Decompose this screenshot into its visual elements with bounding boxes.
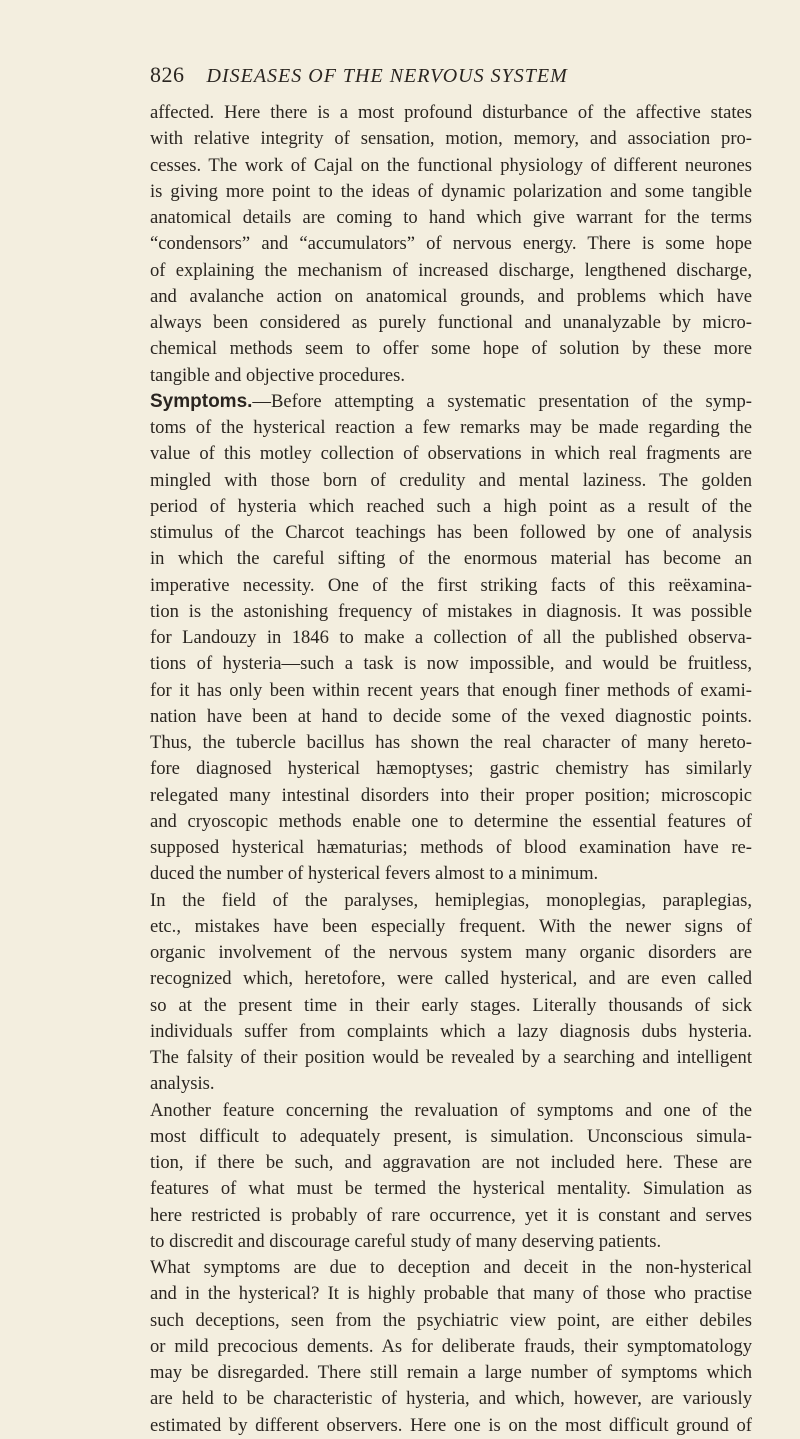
text-line: stimulus of the Charcot teachings has been followed by one of analysis bbox=[150, 522, 752, 543]
text-line: chemical methods seem to offer some hope of solution by these more bbox=[150, 338, 752, 360]
text-line: affected. Here there is a most profound disturbance of the affective states bbox=[150, 102, 752, 123]
text-line: or mild precocious dements. As for deliberate frauds, their symptomatology bbox=[150, 1335, 752, 1357]
section-heading: Symptoms. bbox=[150, 390, 253, 412]
text-line: and avalanche action on anatomical grounds, and problems which have bbox=[150, 285, 752, 307]
text-line: in which the careful sifting of the enormous material has become an bbox=[150, 548, 752, 570]
text-line: here restricted is probably of rare occurrence, yet it is constant and serves bbox=[150, 1204, 752, 1226]
text-line: such deceptions, seen from the psychiatric view point, are either debiles bbox=[150, 1309, 752, 1331]
text-line: and cryoscopic methods enable one to determine the essential features of bbox=[150, 810, 752, 832]
page-number: 826 bbox=[150, 62, 185, 87]
text-line: Another feature concerning the revaluation of symptoms and one of the bbox=[150, 1099, 752, 1121]
text-line: relegated many intestinal disorders into their proper position; microscopic bbox=[150, 784, 752, 806]
text-line: of explaining the mechanism of increased discharge, lengthened discharge, bbox=[150, 259, 752, 281]
text-line: tions of hysteria—such a task is now impossible, and would be fruitless, bbox=[150, 653, 752, 675]
text-line: Thus, the tubercle bacillus has shown the real character of many hereto- bbox=[150, 732, 752, 753]
text-line: tangible and objective procedures. bbox=[150, 364, 406, 386]
running-title: DISEASES OF THE NERVOUS SYSTEM bbox=[206, 65, 568, 87]
text-line: mingled with those born of credulity and mental laziness. The golden bbox=[150, 469, 752, 491]
text-line: and in the hysterical? It is highly probable that many of those who practise bbox=[150, 1283, 752, 1305]
page-header bbox=[150, 62, 740, 88]
text-line: period of hysteria which reached such a high point as a result of the bbox=[150, 495, 752, 517]
text-line: tion, if there be such, and aggravation are not included here. These are bbox=[150, 1152, 752, 1173]
text-line: fore diagnosed hysterical hæmoptyses; gastric chemistry has similarly bbox=[150, 758, 752, 780]
text-line: “condensors” and “accumulators” of nervous energy. There is some hope bbox=[150, 233, 752, 255]
text-line: imperative necessity. One of the first striking facts of this reëxamina- bbox=[150, 574, 752, 596]
text-line: individuals suffer from complaints which a lazy diagnosis dubs hysteria. bbox=[150, 1020, 752, 1042]
text-line: for Landouzy in 1846 to make a collection of all the published observa- bbox=[150, 627, 752, 648]
text-line: value of this motley collection of observations in which real fragments are bbox=[150, 443, 752, 465]
text-line: with relative integrity of sensation, motion, memory, and association pro- bbox=[150, 128, 752, 150]
text-line: nation have been at hand to decide some of the vexed diagnostic points. bbox=[150, 705, 752, 727]
text-line: tion is the astonishing frequency of mistakes in diagnosis. It was possible bbox=[150, 600, 752, 622]
text-line: toms of the hysterical reaction a few remarks may be made regarding the bbox=[150, 417, 752, 438]
text-line: The falsity of their position would be revealed by a searching and intelligent bbox=[150, 1047, 752, 1068]
text-line: features of what must be termed the hysterical mentality. Simulation as bbox=[150, 1178, 752, 1200]
text-line: supposed hysterical hæmaturias; methods of blood examination have re- bbox=[150, 837, 752, 858]
text-line: for it has only been within recent years that enough finer methods of exami- bbox=[150, 679, 752, 701]
text-line: so at the present time in their early stages. Literally thousands of sick bbox=[150, 994, 752, 1016]
text-line: estimated by different observers. Here one is on the most difficult ground of bbox=[150, 1414, 752, 1436]
text-line: may be disregarded. There still remain a large number of symptoms which bbox=[150, 1362, 752, 1383]
body-text bbox=[150, 100, 752, 1439]
text-line: is giving more point to the ideas of dynamic polarization and some tangible bbox=[150, 180, 752, 202]
text-line: always been considered as purely functional and unanalyzable by micro- bbox=[150, 312, 752, 333]
text-line: duced the number of hysterical fevers almost to a minimum. bbox=[150, 863, 599, 885]
text-line: In the field of the paralyses, hemiplegias, monoplegias, paraplegias, bbox=[150, 889, 752, 911]
text-line: anatomical details are coming to hand which give warrant for the terms bbox=[150, 207, 752, 228]
text-line: organic involvement of the nervous system many organic disorders are bbox=[150, 942, 752, 963]
text-line: What symptoms are due to deception and deceit in the non-hysterical bbox=[150, 1257, 752, 1278]
text-line: cesses. The work of Cajal on the functional physiology of different neurones bbox=[150, 154, 752, 176]
text-line: analysis. bbox=[150, 1073, 215, 1095]
text-line: most difficult to adequately present, is simulation. Unconscious simula- bbox=[150, 1125, 752, 1147]
text-line-with-heading bbox=[150, 389, 752, 415]
text-line: to discredit and discourage careful study of many deserving patients. bbox=[150, 1230, 662, 1252]
text-line: etc., mistakes have been especially frequent. With the newer signs of bbox=[150, 915, 752, 937]
text-line: are held to be characteristic of hysteria, and which, however, are variously bbox=[150, 1388, 752, 1410]
text-line: recognized which, heretofore, were called hysterical, and are even called bbox=[150, 968, 752, 990]
text-line: —Before attempting a systematic presentation of the symp- bbox=[252, 390, 752, 412]
